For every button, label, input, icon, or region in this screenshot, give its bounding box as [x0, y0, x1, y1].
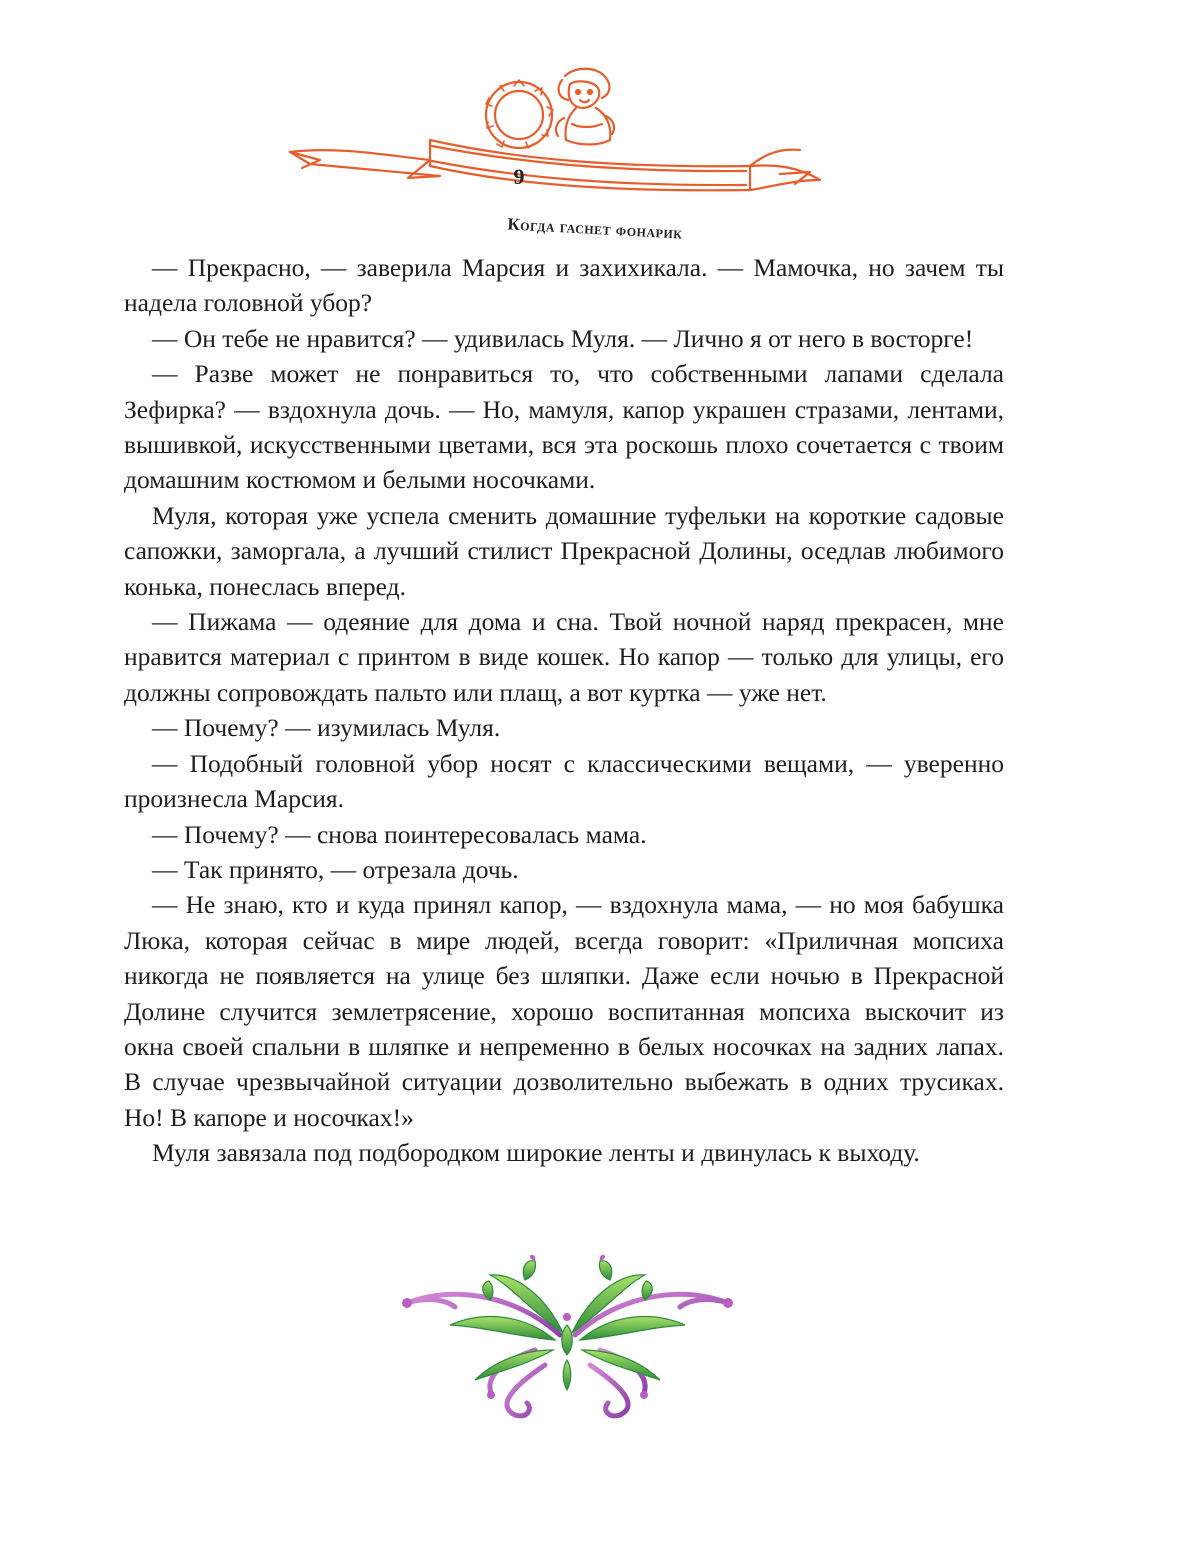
chapter-header: [280, 68, 825, 243]
paragraph: Муля завязала под подбородком широкие ленты и двинулась к выходу.: [152, 1138, 920, 1168]
paragraph: — Подобный головной убор носят с классическими вещами, — уверенно произнесла Марсия.: [124, 748, 1004, 814]
floral-vignette-icon: [395, 1255, 740, 1425]
chapter-number: 9: [513, 164, 525, 189]
paragraph: — Почему? — изумилась Муля.: [152, 713, 501, 743]
chapter-title: Когда гаснет фонарик: [507, 214, 684, 243]
paragraph: — Пижама — одеяние для дома и сна. Твой ночной наряд прекрасен, мне нравится материал с принтом в виде кошек. Но капор — только для улицы, его должны сопровождать пальто или плащ, а вот куртка — уже нет.: [124, 607, 1004, 707]
paragraph: — Разве может не понравиться то, что собственными лапами сделала Зефирка? — вздохнула дочь. — Но, мамуля, капор украшен стразами, лентами, вышивкой, искусственными цветами, вся эта роскошь плохо сочетается с твоим домашним костюмом и белыми носочками.: [124, 359, 1004, 495]
paragraph: — Не знаю, кто и куда принял капор, — вздохнула мама, — но моя бабушка Люка, которая сейчас в мире людей, всегда говорит: «Приличная мопсиха никогда не появляется на улице без шляпки. Даже если ночью в Прекрасной Долине случится землетрясение, хорошо воспитанная мопсиха выскочит из окна своей спальни в шляпке и непременно в белых носочках на задних лапах. В случае чрезвычайной ситуации дозволительно выбежать в одних трусиках. Но! В капоре и носочках!»: [124, 890, 1004, 1132]
body-text: [124, 250, 1004, 1171]
paragraph: — Прекрасно, — заверила Марсия и захихикала. — Мамочка, но зачем ты надела головной убор?: [124, 253, 1004, 318]
ribbon-banner-icon: [280, 68, 825, 198]
paragraph: Муля, которая уже успела сменить домашние туфельки на короткие садовые сапожки, заморгала, а лучший стилист Прекрасной Долины, оседлав любимого конька, понеслась вперед.: [124, 500, 1004, 601]
floral-vignette: [395, 1255, 740, 1425]
paragraph: — Так принято, — отрезала дочь.: [152, 854, 519, 884]
paragraph: — Он тебе не нравится? — удивилась Муля. — Лично я от него в восторге!: [152, 323, 974, 353]
paragraph: — Почему? — снова поинтересовалась мама.: [152, 819, 647, 849]
